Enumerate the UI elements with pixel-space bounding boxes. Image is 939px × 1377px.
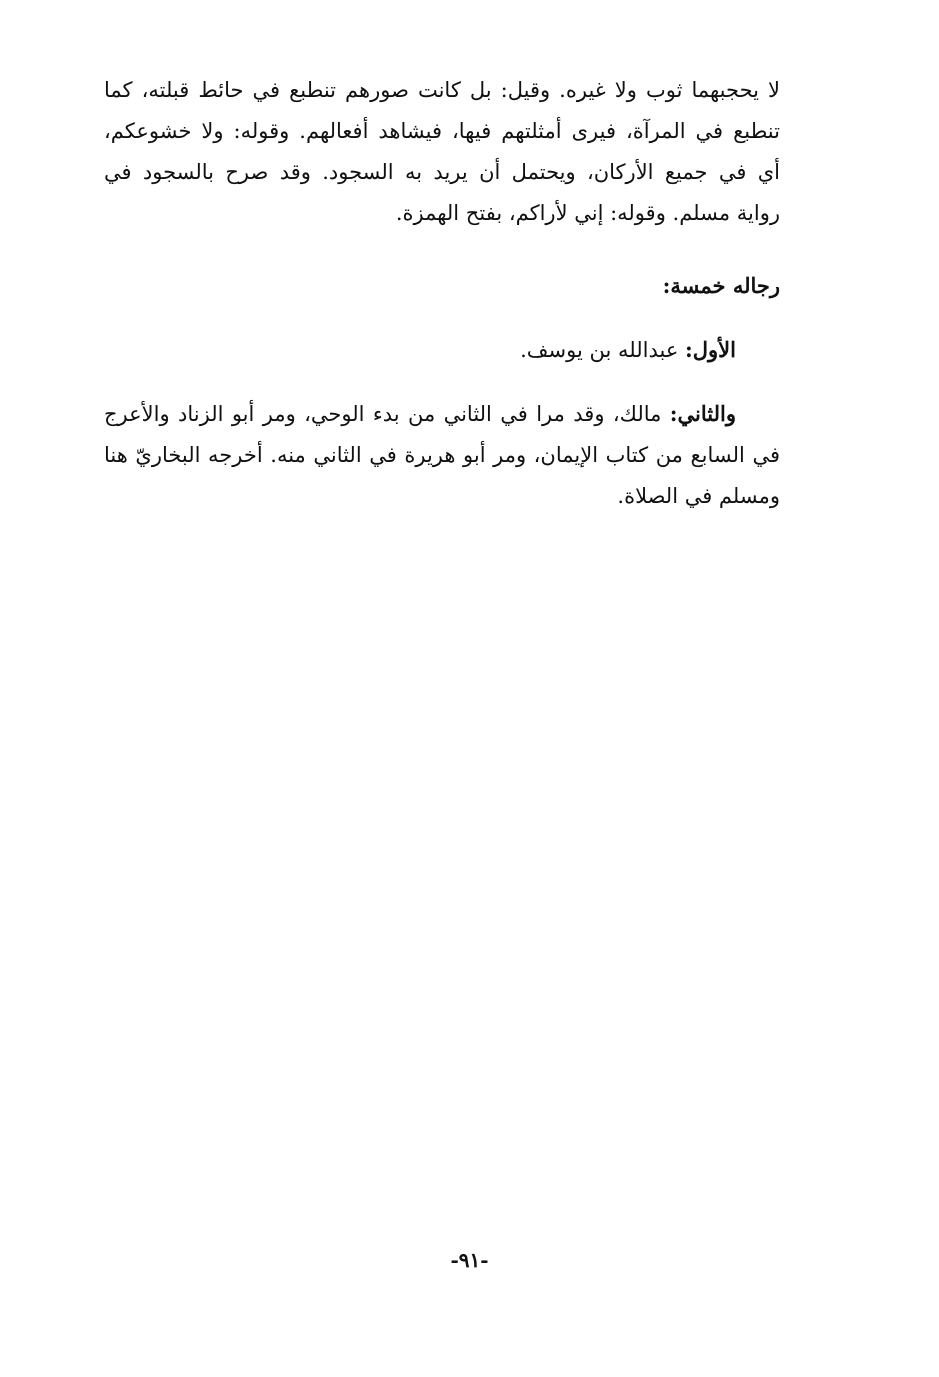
text-line: رواية مسلم. وقوله: إني لأراكم، بفتح الهمزة. (395, 201, 780, 225)
narrator-text: مالك، وقد مرا في الثاني من بدء الوحي، ومر أبو الزناد والأعرج (104, 402, 670, 426)
paragraph-commentary (104, 70, 780, 234)
text-line: في السابع من كتاب الإيمان، ومر أبو هريرة في الثاني منه. أخرجه البخاريّ هنا (104, 443, 780, 467)
text-line: تنطبع في المرآة، فيرى أمثلتهم فيها، فيشاهد أفعالهم. وقوله: ولا خشوعكم، (104, 119, 780, 143)
narrator-entry-second (104, 393, 780, 517)
narrator-name: عبدالله بن يوسف. (520, 338, 686, 362)
page-number: -٩١- (450, 1248, 489, 1272)
text-line: أي في جميع الأركان، ويحتمل أن يريد به السجود. وقد صرح بالسجود في (104, 160, 780, 184)
narrator-entry-first (104, 329, 780, 371)
narrator-label: الأول: (685, 337, 736, 362)
section-heading: رجاله خمسة: (662, 273, 780, 298)
narrator-label: والثاني: (669, 401, 736, 426)
text-line (104, 393, 780, 435)
text-line: لا يحجبهما ثوب ولا غيره. وقيل: بل كانت صورهم تنطبع في حائط قبلته، كما (104, 78, 780, 102)
text-line: ومسلم في الصلاة. (617, 484, 780, 508)
